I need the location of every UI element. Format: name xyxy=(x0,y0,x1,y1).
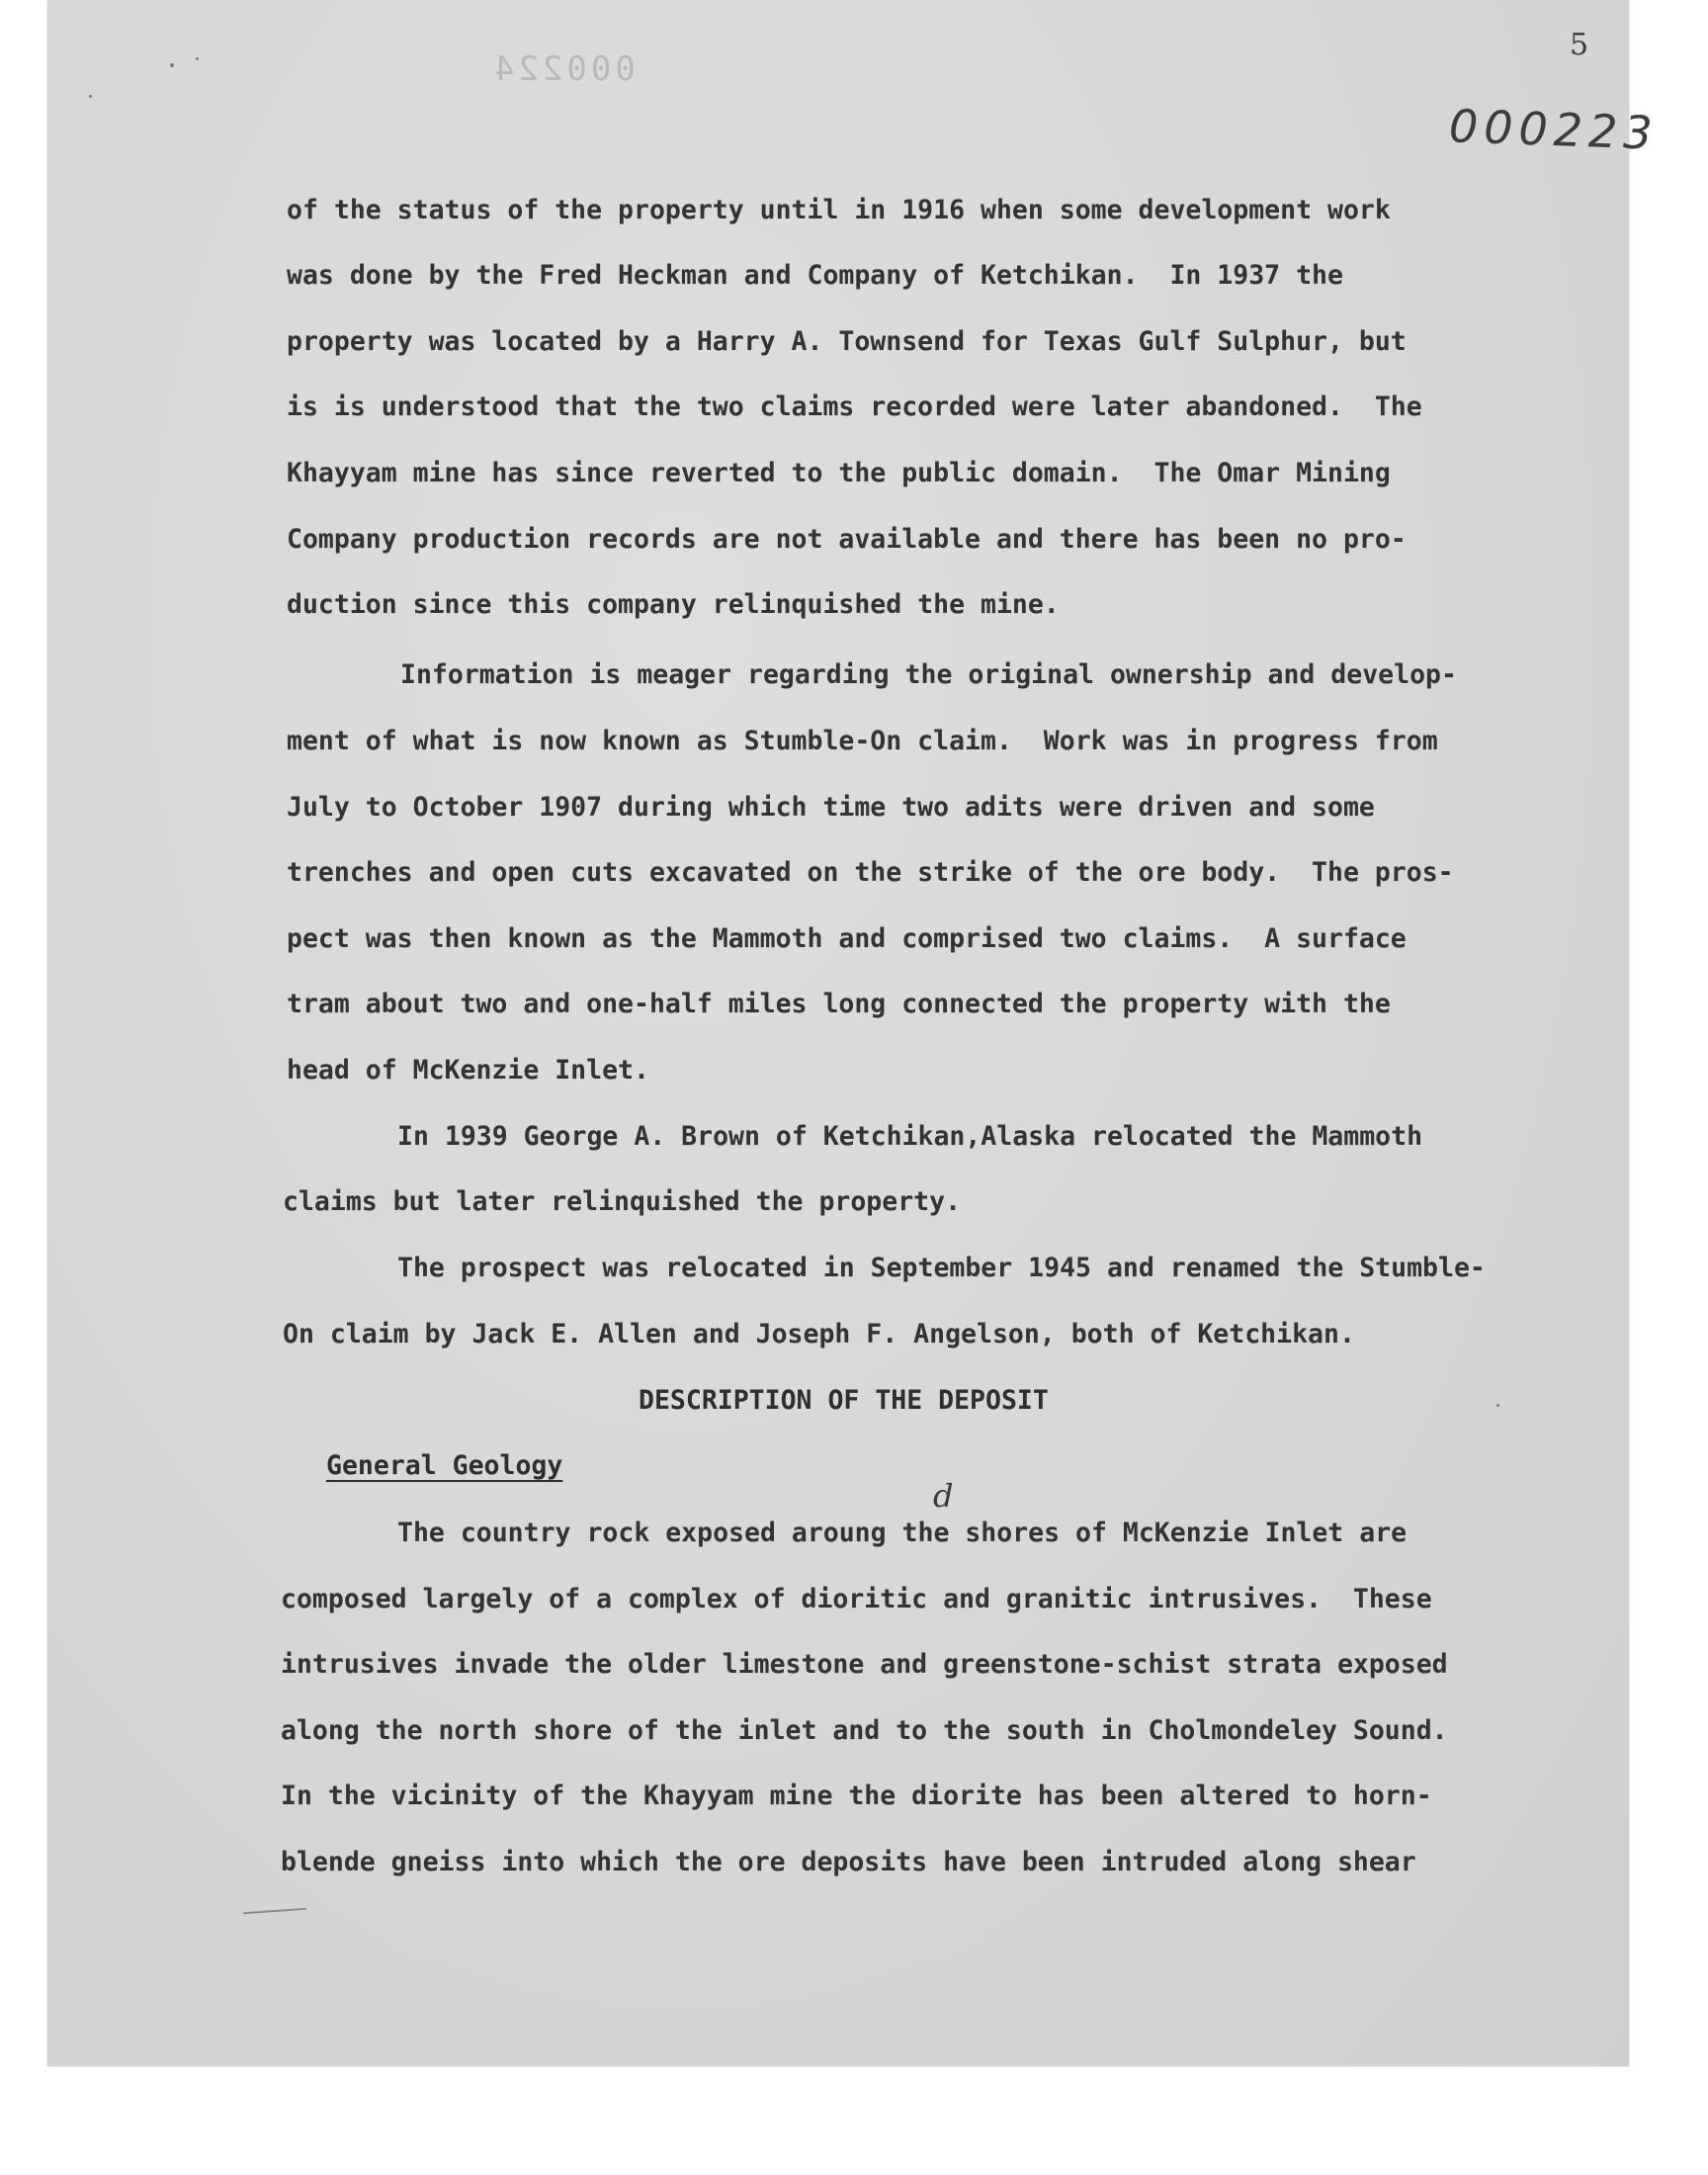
scan-speck xyxy=(89,95,92,98)
scan-mark xyxy=(243,1908,306,1914)
body-line: pect was then known as the Mammoth and comprised two claims. A surface xyxy=(287,923,1407,954)
scan-speck xyxy=(1496,1404,1499,1407)
body-line: ment of what is now known as Stumble-On claim. Work was in progress from xyxy=(287,726,1438,756)
document-number: 000223 xyxy=(1448,99,1660,160)
body-line: blende gneiss into which the ore deposits have been intruded along shear xyxy=(281,1847,1416,1877)
scan-speck xyxy=(170,63,174,67)
body-line: is is understood that the two claims recorded were later abandoned. The xyxy=(287,392,1422,422)
body-line: Khayyam mine has since reverted to the public domain. The Omar Mining xyxy=(287,458,1391,488)
body-line: claims but later relinquished the property. xyxy=(283,1186,962,1217)
body-line: Company production records are not available and there has been no pro- xyxy=(287,524,1407,555)
body-line: along the north shore of the inlet and to the south in Cholmondeley Sound. xyxy=(281,1715,1448,1746)
body-line: of the status of the property until in 1916 when some development work xyxy=(287,195,1391,225)
document-page xyxy=(47,0,1660,2066)
paragraph-first-line: The prospect was relocated in September 1945 and renamed the Stumble- xyxy=(397,1253,1486,1283)
paragraph-first-line: In 1939 George A. Brown of Ketchikan,Alaska relocated the Mammoth xyxy=(397,1121,1423,1152)
body-line: composed largely of a complex of dioritic and granitic intrusives. These xyxy=(281,1584,1432,1614)
subsection-heading: General Geology xyxy=(326,1450,563,1481)
body-line: intrusives invade the older limestone and greenstone-schist strata exposed xyxy=(281,1649,1448,1680)
scan-speck xyxy=(196,57,199,60)
body-line: tram about two and one-half miles long connected the property with the xyxy=(287,989,1391,1019)
body-line: head of McKenzie Inlet. xyxy=(287,1055,649,1086)
body-line: July to October 1907 during which time two adits were driven and some xyxy=(287,792,1375,823)
handwritten-correction: d xyxy=(933,1477,954,1515)
body-line: trenches and open cuts excavated on the strike of the ore body. The pros- xyxy=(287,857,1454,888)
section-heading: DESCRIPTION OF THE DEPOSIT xyxy=(639,1385,1049,1416)
paragraph-first-line: Information is meager regarding the original ownership and develop- xyxy=(400,659,1457,690)
body-line: was done by the Fred Heckman and Company of Ketchikan. In 1937 the xyxy=(287,260,1343,291)
faint-stamp-number: 000224 xyxy=(490,49,636,89)
page-number: 5 xyxy=(1570,28,1589,62)
paragraph-first-line: The country rock exposed aroung the shores of McKenzie Inlet are xyxy=(397,1518,1408,1548)
body-line: On claim by Jack E. Allen and Joseph F. Angelson, both of Ketchikan. xyxy=(283,1319,1355,1349)
body-line: property was located by a Harry A. Townsend for Texas Gulf Sulphur, but xyxy=(287,326,1407,357)
body-line: In the vicinity of the Khayyam mine the diorite has been altered to horn- xyxy=(281,1781,1432,1811)
body-line: duction since this company relinquished the mine. xyxy=(287,589,1060,620)
